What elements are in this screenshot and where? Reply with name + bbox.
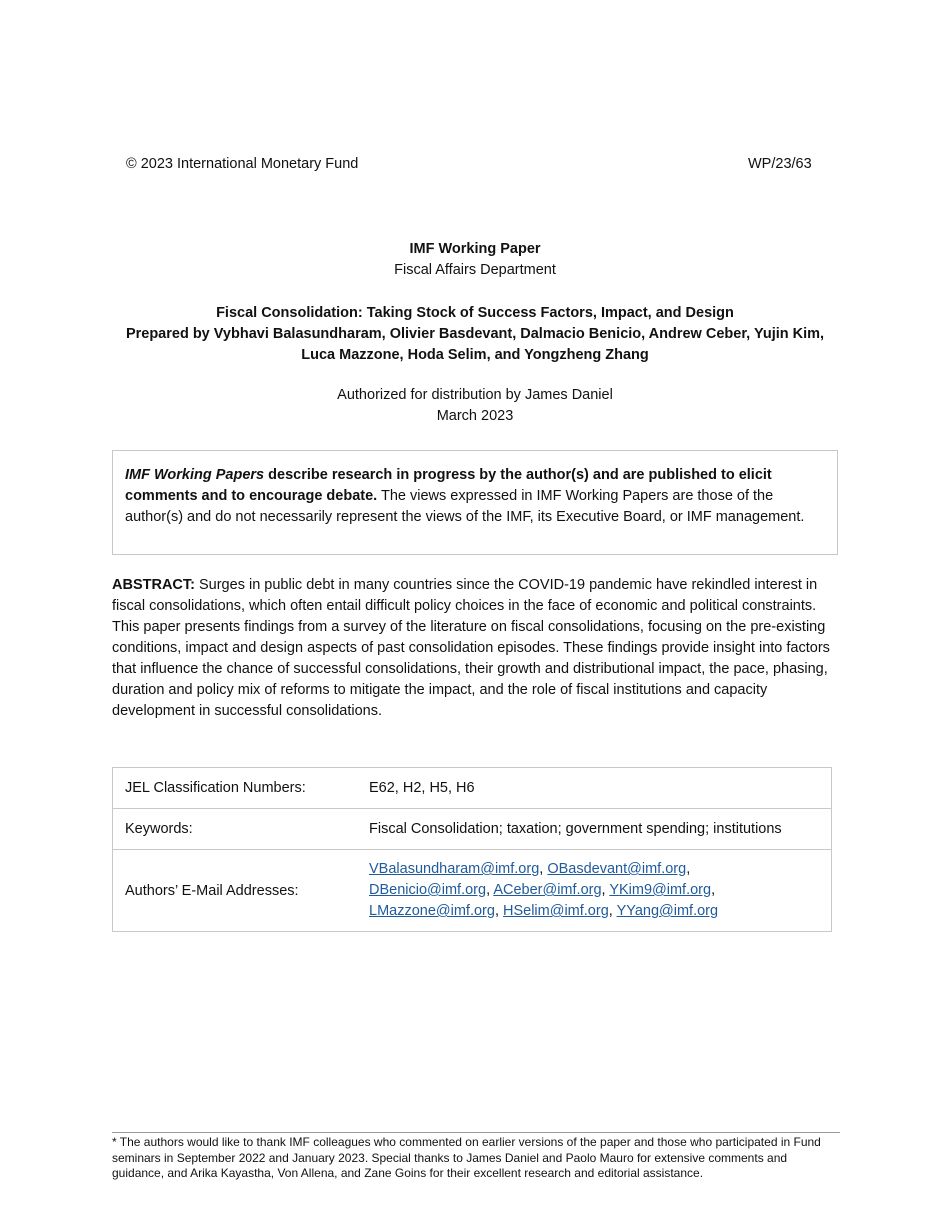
table-row: [113, 850, 832, 932]
emails-label: Authors’ E-Mail Addresses:: [113, 850, 358, 932]
notice-bold-text: describe research in progress by the author(s) and are published to elicit comments and to encourage debate.: [125, 467, 772, 504]
email-link[interactable]: YYang@imf.org: [616, 903, 719, 919]
separator: ,: [494, 903, 503, 919]
footnote-divider: [112, 1132, 840, 1133]
table-row: [113, 809, 832, 850]
paper-number: WP/23/63: [748, 156, 812, 172]
authors-line-2: Luca Mazzone, Hoda Selim, and Yongzheng Zhang: [301, 347, 649, 363]
jel-value: E62, H2, H5, H6: [357, 768, 832, 809]
email-link[interactable]: ACeber@imf.org: [493, 882, 602, 898]
separator: ,: [601, 882, 610, 898]
separator: ,: [686, 861, 691, 877]
keywords-label: Keywords:: [113, 809, 358, 850]
copyright-notice: © 2023 International Monetary Fund: [126, 156, 359, 172]
abstract: [112, 575, 842, 722]
notice-plain-text: The views expressed in IMF Working Papers are those of the author(s) and do not necessarily represent the views of the IMF, its Executive Board, or IMF management.: [125, 488, 805, 525]
separator: ,: [486, 882, 494, 898]
email-link[interactable]: VBalasundharam@imf.org: [369, 861, 540, 877]
paper-title: Fiscal Consolidation: Taking Stock of Success Factors, Impact, and Design: [216, 305, 734, 321]
notice-series-name: IMF Working Papers: [125, 467, 265, 483]
separator: ,: [711, 882, 716, 898]
series-title: IMF Working Paper: [409, 241, 541, 257]
info-table: [112, 767, 832, 932]
abstract-text: Surges in public debt in many countries since the COVID-19 pandemic have rekindled interest in fiscal consolidations, which often entail difficult policy choices in the face of economic and political constraints. This paper presents findings from a survey of the literature on fiscal consolidations, focusing on the pre-existing conditions, impact and design aspects of past consolidation episodes. These findings provide insight into factors that influence the chance of successful consolidations, their growth and distributional impact, the pace, phasing, duration and policy mix of reforms to mitigate the impact, and the role of fiscal institutions and capacity development in successful consolidations.: [112, 577, 830, 719]
authors-line-1: Prepared by Vybhavi Balasundharam, Olivier Basdevant, Dalmacio Benicio, Andrew Ceber, Yujin Kim,: [125, 326, 825, 342]
footnote: * The authors would like to thank IMF colleagues who commented on earlier versions of the paper and those who participated in Fund seminars in September 2022 and January 2023. Special thanks to James Daniel and Paolo Mauro for extensive comments and guidance, and Arika Kayastha, Von Allena, and Zane Goins for their excellent research and editorial assistance.: [112, 1135, 821, 1180]
separator: ,: [539, 861, 548, 877]
table-row: [113, 768, 832, 809]
department: Fiscal Affairs Department: [394, 262, 556, 278]
email-link[interactable]: HSelim@imf.org: [503, 903, 609, 919]
authorized-by: Authorized for distribution by James Daniel: [337, 387, 613, 403]
email-link[interactable]: LMazzone@imf.org: [369, 903, 495, 919]
email-link[interactable]: YKim9@imf.org: [609, 882, 712, 898]
email-link[interactable]: DBenicio@imf.org: [369, 882, 487, 898]
separator: ,: [608, 903, 617, 919]
keywords-value: Fiscal Consolidation; taxation; government spending; institutions: [357, 809, 832, 850]
email-link[interactable]: OBasdevant@imf.org: [547, 861, 687, 877]
disclaimer-box: [112, 450, 838, 555]
publication-date: March 2023: [436, 408, 514, 424]
emails-value: [357, 850, 832, 932]
abstract-label: ABSTRACT:: [112, 577, 195, 593]
jel-label: JEL Classification Numbers:: [113, 768, 358, 809]
